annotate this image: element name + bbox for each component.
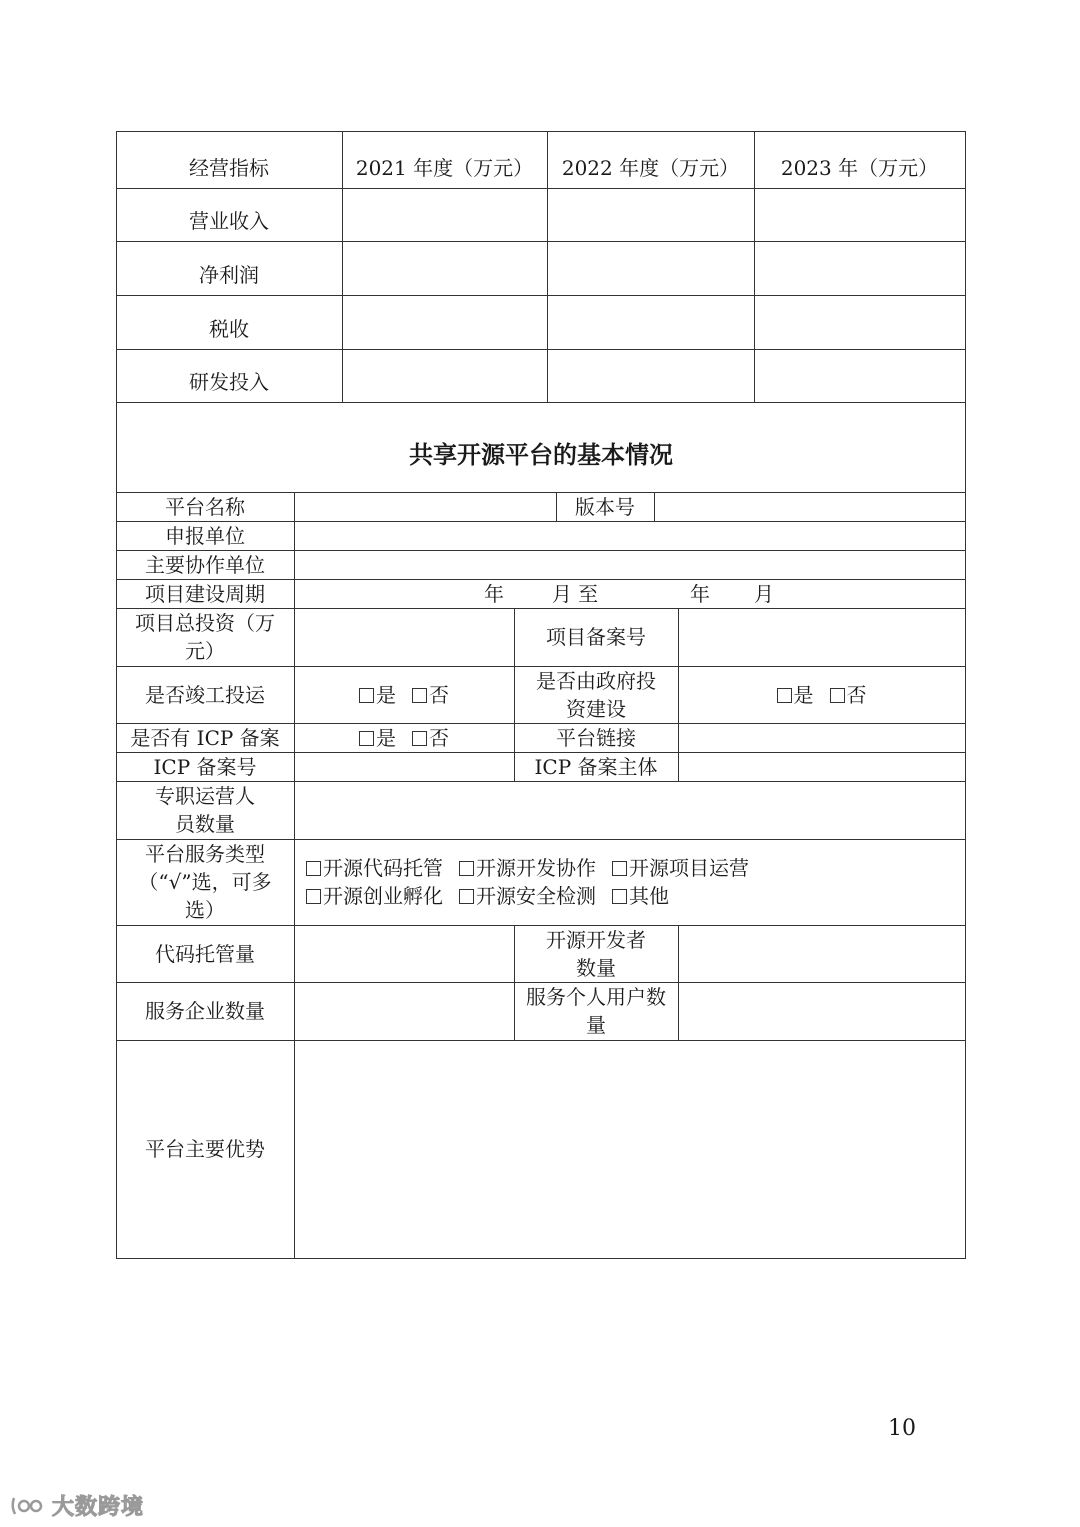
checkbox-icon bbox=[830, 688, 845, 703]
label-record-no: 项目备案号 bbox=[546, 625, 646, 649]
checkbox-icon bbox=[412, 688, 427, 703]
label-developers: 开源开发者数量 bbox=[546, 927, 646, 980]
completed-yes[interactable] bbox=[359, 681, 396, 709]
header-indicator: 经营指标 bbox=[189, 156, 269, 180]
version-input[interactable] bbox=[655, 493, 965, 521]
label-collaborator: 主要协作单位 bbox=[145, 552, 265, 577]
label-advantages: 平台主要优势 bbox=[145, 1137, 265, 1161]
platform-link-input[interactable] bbox=[679, 724, 965, 752]
yes-label: 是 bbox=[376, 725, 396, 750]
checkbox-icon bbox=[359, 688, 374, 703]
checkbox-icon bbox=[459, 889, 474, 904]
page-number: 10 bbox=[888, 1416, 916, 1441]
gov-invest-no[interactable] bbox=[830, 681, 867, 709]
label-completed: 是否竣工投运 bbox=[145, 682, 265, 707]
label-service-type: 平台服务类型（“√”选，可多选） bbox=[138, 842, 272, 922]
staff-input[interactable] bbox=[295, 782, 965, 839]
service-option-label: 其他 bbox=[629, 884, 669, 908]
icp-options bbox=[294, 723, 514, 752]
rd-2021-input[interactable] bbox=[343, 350, 547, 402]
period-end-month: 月 bbox=[754, 581, 774, 606]
service-option-label: 开源创业孵化 bbox=[323, 884, 443, 908]
collaborator-input[interactable] bbox=[295, 551, 965, 579]
checkbox-icon bbox=[612, 861, 627, 876]
label-applicant: 申报单位 bbox=[165, 523, 245, 548]
label-period: 项目建设周期 bbox=[145, 581, 265, 606]
row-divider bbox=[116, 402, 966, 403]
revenue-2021-input[interactable] bbox=[343, 189, 547, 241]
label-individual-users: 服务个人用户数量 bbox=[526, 985, 666, 1037]
net-profit-2023-input[interactable] bbox=[755, 242, 965, 295]
tax-2021-input[interactable] bbox=[343, 296, 547, 349]
watermark-text: 大数跨境 bbox=[52, 1495, 145, 1520]
row-label-tax: 税收 bbox=[209, 317, 249, 341]
service-option[interactable] bbox=[612, 856, 749, 880]
label-icp-no: ICP 备案号 bbox=[153, 754, 257, 779]
section-title: 共享开源平台的基本情况 bbox=[409, 440, 673, 469]
enterprises-input[interactable] bbox=[295, 983, 514, 1040]
period-start-year: 年 bbox=[484, 581, 504, 606]
checkbox-icon bbox=[777, 688, 792, 703]
no-label: 否 bbox=[846, 682, 867, 707]
service-option-label: 开源安全检测 bbox=[476, 884, 596, 908]
header-2021: 2021 年度（万元） bbox=[355, 156, 534, 180]
period-end-year: 年 bbox=[690, 581, 710, 606]
watermark bbox=[10, 1490, 144, 1521]
no-label: 否 bbox=[429, 725, 449, 750]
label-staff: 专职运营人员数量 bbox=[155, 784, 255, 836]
rd-2023-input[interactable] bbox=[755, 350, 965, 402]
net-profit-2021-input[interactable] bbox=[343, 242, 547, 295]
header-2023: 2023 年（万元） bbox=[780, 156, 939, 180]
label-enterprises: 服务企业数量 bbox=[145, 999, 265, 1023]
label-code-hosting: 代码托管量 bbox=[155, 941, 255, 966]
tax-2023-input[interactable] bbox=[755, 296, 965, 349]
gov-invest-yes[interactable] bbox=[777, 681, 814, 709]
label-version: 版本号 bbox=[575, 494, 635, 519]
checkbox-icon bbox=[612, 889, 627, 904]
no-label: 否 bbox=[429, 682, 449, 707]
yes-label: 是 bbox=[376, 682, 396, 707]
record-no-input[interactable] bbox=[679, 609, 965, 666]
total-investment-input[interactable] bbox=[295, 609, 514, 666]
row-label-revenue: 营业收入 bbox=[189, 209, 269, 233]
service-option[interactable] bbox=[306, 884, 443, 908]
checkbox-icon bbox=[306, 889, 321, 904]
service-option[interactable] bbox=[459, 856, 596, 880]
service-option[interactable] bbox=[306, 856, 443, 880]
label-gov-invest: 是否由政府投资建设 bbox=[536, 668, 656, 721]
developers-input[interactable] bbox=[679, 926, 965, 982]
service-option[interactable] bbox=[612, 884, 669, 908]
service-option-label: 开源开发协作 bbox=[476, 856, 596, 880]
label-icp: 是否有 ICP 备案 bbox=[130, 725, 280, 750]
checkbox-icon bbox=[412, 731, 427, 746]
label-icp-entity: ICP 备案主体 bbox=[534, 754, 658, 779]
service-options bbox=[306, 839, 956, 925]
table-border-bottom bbox=[116, 1258, 966, 1259]
revenue-2022-input[interactable] bbox=[548, 189, 754, 241]
row-label-net-profit: 净利润 bbox=[199, 263, 259, 287]
table-border-right bbox=[965, 131, 966, 1259]
individual-users-input[interactable] bbox=[679, 983, 965, 1040]
label-platform-link: 平台链接 bbox=[556, 725, 636, 750]
service-option-label: 开源项目运营 bbox=[629, 856, 749, 880]
completed-no[interactable] bbox=[412, 681, 449, 709]
header-2022: 2022 年度（万元） bbox=[561, 156, 740, 180]
checkbox-icon bbox=[459, 861, 474, 876]
service-option-label: 开源代码托管 bbox=[323, 856, 443, 880]
checkbox-icon bbox=[306, 861, 321, 876]
icp-entity-input[interactable] bbox=[679, 753, 965, 781]
label-total-investment: 项目总投资（万元） bbox=[135, 611, 275, 663]
code-hosting-input[interactable] bbox=[295, 926, 514, 982]
period-start-month-to: 月 至 bbox=[551, 581, 599, 606]
icp-no-input[interactable] bbox=[295, 753, 514, 781]
icp-yes[interactable] bbox=[359, 724, 396, 752]
label-platform-name: 平台名称 bbox=[165, 494, 245, 519]
tax-2022-input[interactable] bbox=[548, 296, 754, 349]
col-divider bbox=[514, 925, 515, 1040]
watermark-logo-icon bbox=[10, 1494, 44, 1518]
revenue-2023-input[interactable] bbox=[755, 189, 965, 241]
net-profit-2022-input[interactable] bbox=[548, 242, 754, 295]
service-option[interactable] bbox=[459, 884, 596, 908]
applicant-input[interactable] bbox=[295, 522, 965, 550]
completed-options bbox=[294, 666, 514, 723]
rd-2022-input[interactable] bbox=[548, 350, 754, 402]
checkbox-icon bbox=[359, 731, 374, 746]
gov-invest-options bbox=[678, 666, 965, 723]
yes-label: 是 bbox=[793, 682, 814, 707]
advantages-input[interactable] bbox=[295, 1041, 965, 1258]
row-label-rd: 研发投入 bbox=[189, 370, 269, 394]
icp-no[interactable] bbox=[412, 724, 449, 752]
platform-name-input[interactable] bbox=[295, 493, 556, 521]
